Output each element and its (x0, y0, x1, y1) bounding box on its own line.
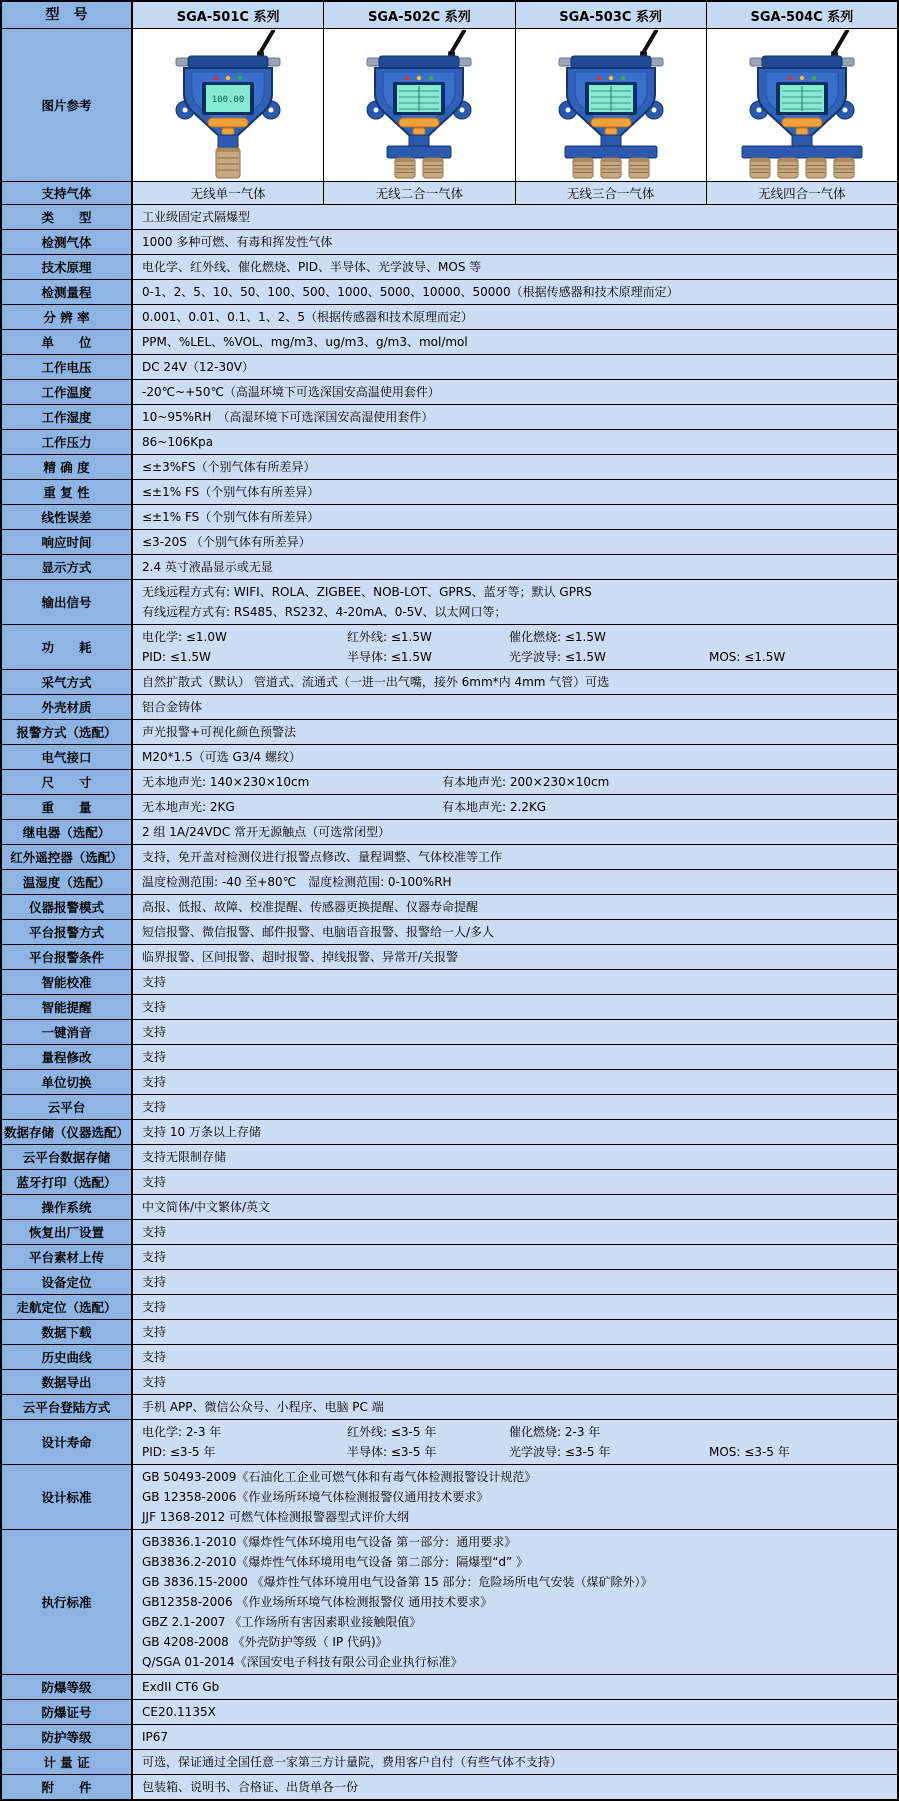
spec-row (2, 205, 897, 230)
spec-value-segment: 有本地声光: 200×230×10cm (442, 775, 610, 789)
spec-label: 显示方式 (2, 555, 133, 579)
spec-value (133, 745, 897, 769)
spec-value-line: 支持 (142, 1100, 167, 1114)
spec-value-line: 临界报警、区间报警、超时报警、掉线报警、异常开/关报警 (142, 950, 459, 964)
spec-value (133, 405, 897, 429)
spec-value-segment: 半导体: ≤1.5W (347, 650, 432, 664)
spec-label: 设计标准 (2, 1465, 133, 1529)
spec-value (133, 430, 897, 454)
spec-value-line: 支持 (142, 1225, 167, 1239)
spec-label: 工作湿度 (2, 405, 133, 429)
spec-value (133, 1530, 897, 1674)
spec-value-line: Q/SGA 01-2014《深国安电子科技有限公司企业执行标准》 (142, 1655, 463, 1669)
spec-value (133, 1420, 897, 1464)
spec-label: 云平台登陆方式 (2, 1395, 133, 1419)
spec-value-line: 2.4 英寸液晶显示或无显 (142, 560, 273, 574)
spec-value (133, 355, 897, 379)
spec-value-line: JJF 1368-2012 可燃气体检测报警器型式评价大纲 (142, 1510, 410, 1524)
spec-value-line: 0.001、0.01、0.1、1、2、5（根据传感器和技术原理而定） (142, 310, 474, 324)
spec-value-line: 支持 (142, 1350, 167, 1364)
spec-row (2, 1700, 897, 1725)
spec-value (133, 820, 897, 844)
spec-value-line: 支持 (142, 1075, 167, 1089)
spec-label: 数据存储（仪器选配） (2, 1120, 133, 1144)
spec-label: 响应时间 (2, 530, 133, 554)
spec-value-line: GB12358-2006 《作业场所环境气体检测报警仪 通用技术要求》 (142, 1595, 493, 1609)
image-row (2, 29, 897, 182)
spec-label: 仪器报警模式 (2, 895, 133, 919)
spec-value (133, 1345, 897, 1369)
spec-value-segment: 催化燃烧: 2-3 年 (509, 1425, 601, 1439)
spec-row (2, 1295, 897, 1320)
spec-row (2, 280, 897, 305)
spec-row (2, 1420, 897, 1465)
spec-value (133, 895, 897, 919)
spec-value-line: 支持 (142, 1000, 167, 1014)
spec-label: 防爆证号 (2, 1700, 133, 1724)
spec-row (2, 355, 897, 380)
spec-row (2, 505, 897, 530)
spec-value (133, 230, 897, 254)
spec-row (2, 330, 897, 355)
spec-value-line (142, 772, 893, 792)
spec-row (2, 255, 897, 280)
spec-row (2, 305, 897, 330)
spec-value-line: 高报、低报、故障、校准提醒、传感器更换提醒、仪器寿命提醒 (142, 900, 479, 914)
spec-label: 报警方式（选配） (2, 720, 133, 744)
spec-value-line: 86~106Kpa (142, 435, 214, 449)
header-row (2, 2, 897, 29)
spec-label: 云平台 (2, 1095, 133, 1119)
product-image-sga-504c (707, 29, 897, 181)
gas-row (2, 182, 897, 205)
spec-value-line: 支持 (142, 1175, 167, 1189)
spec-label: 电气接口 (2, 745, 133, 769)
spec-value (133, 1170, 897, 1194)
spec-value-line: 声光报警+可视化颜色预警法 (142, 725, 297, 739)
spec-value-line (142, 797, 893, 817)
spec-label: 继电器（选配） (2, 820, 133, 844)
spec-row (2, 695, 897, 720)
spec-label: 平台素材上传 (2, 1245, 133, 1269)
spec-value (133, 555, 897, 579)
product-image-sga-502c (324, 29, 515, 181)
spec-value-segment: PID: ≤3-5 年 (142, 1445, 216, 1459)
spec-label: 重 量 (2, 795, 133, 819)
gas-detector-illustration (536, 30, 686, 180)
spec-row (2, 480, 897, 505)
spec-row (2, 230, 897, 255)
spec-value (133, 530, 897, 554)
spec-row (2, 1675, 897, 1700)
spec-value-segment: 电化学: 2-3 年 (142, 1425, 222, 1439)
spec-label: 工作压力 (2, 430, 133, 454)
spec-row (2, 795, 897, 820)
spec-value-segment: 电化学: ≤1.0W (142, 630, 227, 644)
spec-label: 工作温度 (2, 380, 133, 404)
spec-value (133, 380, 897, 404)
spec-value-line: 铝合金铸体 (142, 700, 203, 714)
spec-value-segment: 红外线: ≤3-5 年 (347, 1425, 437, 1439)
spec-value (133, 845, 897, 869)
spec-value-line: 0-1、2、5、10、50、100、500、1000、5000、10000、50000（根据传感器和技术原理而定） (142, 285, 679, 299)
spec-value (133, 670, 897, 694)
spec-row (2, 920, 897, 945)
product-image-sga-501c (133, 29, 324, 181)
spec-value-line: 支持 (142, 1300, 167, 1314)
spec-label: 设备定位 (2, 1270, 133, 1294)
spec-value-line: 支持 10 万条以上存储 (142, 1125, 261, 1139)
spec-value (133, 580, 897, 624)
spec-row (2, 1320, 897, 1345)
spec-value-line: 支持 (142, 1325, 167, 1339)
spec-value (133, 1465, 897, 1529)
spec-value-line: -20℃~+50℃（高温环境下可选深国安高温使用套件） (142, 385, 440, 399)
spec-row (2, 1020, 897, 1045)
spec-label: 功 耗 (2, 625, 133, 669)
spec-row (2, 580, 897, 625)
spec-value (133, 1245, 897, 1269)
spec-value (133, 720, 897, 744)
spec-value-line: ExdII CT6 Gb (142, 1680, 220, 1694)
spec-label: 附 件 (2, 1775, 133, 1799)
spec-value (133, 1220, 897, 1244)
spec-label: 防护等级 (2, 1725, 133, 1749)
spec-label: 设计寿命 (2, 1420, 133, 1464)
spec-label: 红外遥控器（选配） (2, 845, 133, 869)
spec-value-line: ≤3-20S （个别气体有所差异） (142, 535, 311, 549)
spec-label: 走航定位（选配） (2, 1295, 133, 1319)
spec-label: 采气方式 (2, 670, 133, 694)
spec-label: 单位切换 (2, 1070, 133, 1094)
spec-value-segment: 无本地声光: 2KG (142, 800, 235, 814)
spec-label: 云平台数据存储 (2, 1145, 133, 1169)
spec-value-line: 支持 (142, 1250, 167, 1264)
spec-row (2, 1195, 897, 1220)
spec-value (133, 1725, 897, 1749)
spec-value (133, 305, 897, 329)
spec-value-segment: 有本地声光: 2.2KG (442, 800, 547, 814)
spec-value-line (142, 647, 893, 667)
spec-row (2, 1145, 897, 1170)
spec-value-line: 支持 (142, 975, 167, 989)
spec-value (133, 1700, 897, 1724)
spec-value (133, 455, 897, 479)
spec-label: 平台报警条件 (2, 945, 133, 969)
spec-value (133, 480, 897, 504)
spec-value-line: 短信报警、微信报警、邮件报警、电脑语音报警、报警给一人/多人 (142, 925, 495, 939)
series-header: SGA-502C 系列 (324, 2, 515, 28)
spec-value-segment: PID: ≤1.5W (142, 650, 211, 664)
spec-label: 数据下载 (2, 1320, 133, 1344)
spec-value-line: ≤±1% FS（个别气体有所差异） (142, 485, 320, 499)
spec-value-segment: 红外线: ≤1.5W (347, 630, 432, 644)
gas-value: 无线四合一气体 (707, 182, 897, 204)
spec-label: 线性误差 (2, 505, 133, 529)
spec-row (2, 1370, 897, 1395)
spec-value (133, 280, 897, 304)
spec-value-line: GB 50493-2009《石油化工企业可燃气体和有毒气体检测报警设计规范》 (142, 1470, 537, 1484)
spec-label: 量程修改 (2, 1045, 133, 1069)
spec-row (2, 1095, 897, 1120)
spec-row (2, 970, 897, 995)
spec-label: 历史曲线 (2, 1345, 133, 1369)
product-image-sga-503c (516, 29, 707, 181)
spec-value-line: M20*1.5（可选 G3/4 螺纹） (142, 750, 301, 764)
spec-value-line: 手机 APP、微信公众号、小程序、电脑 PC 端 (142, 1400, 384, 1414)
spec-value-segment: 无本地声光: 140×230×10cm (142, 775, 310, 789)
gas-detector-illustration (153, 30, 303, 180)
spec-value-line: 支持 (142, 1050, 167, 1064)
spec-value (133, 1295, 897, 1319)
spec-value (133, 330, 897, 354)
spec-row (2, 1395, 897, 1420)
spec-row (2, 670, 897, 695)
spec-row (2, 995, 897, 1020)
spec-value-line: 2 组 1A/24VDC 常开无源触点（可选常闭型） (142, 825, 391, 839)
spec-value-line: 支持 (142, 1025, 167, 1039)
spec-value (133, 1120, 897, 1144)
spec-value-line: GBZ 2.1-2007 《工作场所有害因素职业接触限值》 (142, 1615, 422, 1629)
spec-value (133, 1270, 897, 1294)
spec-label: 精 确 度 (2, 455, 133, 479)
spec-value-segment: 光学波导: ≤3-5 年 (509, 1445, 611, 1459)
spec-value-line: DC 24V（12-30V） (142, 360, 254, 374)
spec-label: 重 复 性 (2, 480, 133, 504)
spec-value (133, 1045, 897, 1069)
series-header: SGA-503C 系列 (516, 2, 707, 28)
spec-label: 技术原理 (2, 255, 133, 279)
spec-label: 外壳材质 (2, 695, 133, 719)
spec-label: 输出信号 (2, 580, 133, 624)
spec-label: 分 辨 率 (2, 305, 133, 329)
gas-detector-illustration (727, 30, 877, 180)
gas-row-label: 支持气体 (2, 182, 133, 204)
spec-row (2, 405, 897, 430)
spec-value (133, 255, 897, 279)
spec-label: 防爆等级 (2, 1675, 133, 1699)
spec-row (2, 1245, 897, 1270)
spec-value-line: GB 4208-2008 《外壳防护等级（ IP 代码)》 (142, 1635, 388, 1649)
spec-label: 尺 寸 (2, 770, 133, 794)
spec-value (133, 920, 897, 944)
image-row-label: 图片参考 (2, 29, 133, 181)
gas-values (133, 182, 897, 204)
spec-value (133, 970, 897, 994)
spec-label: 类 型 (2, 205, 133, 229)
spec-value-segment: 光学波导: ≤1.5W (509, 650, 606, 664)
product-images (133, 29, 897, 181)
spec-row (2, 1170, 897, 1195)
spec-label: 一键消音 (2, 1020, 133, 1044)
spec-value (133, 1370, 897, 1394)
gas-value: 无线二合一气体 (324, 182, 515, 204)
spec-value (133, 1675, 897, 1699)
spec-value-line: GB 3836.15-2000 《爆炸性气体环境用电气设备第 15 部分：危险场所电气安装（煤矿除外）》 (142, 1575, 653, 1589)
spec-value-segment: MOS: ≤3-5 年 (709, 1445, 790, 1459)
spec-value (133, 1775, 897, 1799)
spec-value (133, 1145, 897, 1169)
spec-label: 智能校准 (2, 970, 133, 994)
series-header: SGA-504C 系列 (707, 2, 897, 28)
spec-row (2, 1220, 897, 1245)
spec-label: 平台报警方式 (2, 920, 133, 944)
spec-row (2, 820, 897, 845)
spec-value-line (142, 627, 893, 647)
spec-row (2, 945, 897, 970)
model-header-label: 型 号 (2, 2, 133, 28)
spec-label: 检测量程 (2, 280, 133, 304)
spec-row (2, 380, 897, 405)
spec-row (2, 745, 897, 770)
spec-value-line: 无线远程方式有: WIFI、ROLA、ZIGBEE、NOB-LOT、GPRS、蓝牙等；默认 GPRS (142, 585, 592, 599)
spec-value (133, 1095, 897, 1119)
spec-row (2, 430, 897, 455)
spec-value (133, 695, 897, 719)
spec-value-line: 自然扩散式（默认） 管道式、流通式（一进一出气嘴，接外 6mm*内 4mm 气管）可选 (142, 675, 610, 689)
spec-value-line (142, 1442, 893, 1462)
spec-label: 单 位 (2, 330, 133, 354)
spec-row (2, 1120, 897, 1145)
spec-row (2, 530, 897, 555)
spec-value-line: GB 12358-2006《作业场所环境气体检测报警仪通用技术要求》 (142, 1490, 489, 1504)
spec-row (2, 1775, 897, 1799)
spec-value (133, 505, 897, 529)
spec-row (2, 720, 897, 745)
spec-value-segment: MOS: ≤1.5W (709, 650, 786, 664)
spec-label: 检测气体 (2, 230, 133, 254)
spec-value (133, 1195, 897, 1219)
spec-value-line: PPM、%LEL、%VOL、mg/m3、ug/m3、g/m3、mol/mol (142, 335, 468, 349)
spec-row (2, 1750, 897, 1775)
spec-row (2, 1725, 897, 1750)
spec-value-line: 10~95%RH （高湿环境下可选深国安高湿使用套件） (142, 410, 434, 424)
spec-value-line: 支持 (142, 1275, 167, 1289)
spec-value-line: 1000 多种可燃、有毒和挥发性气体 (142, 235, 333, 249)
spec-value (133, 770, 897, 794)
spec-value-line: 电化学、红外线、催化燃烧、PID、半导体、光学波导、MOS 等 (142, 260, 482, 274)
spec-label: 数据导出 (2, 1370, 133, 1394)
spec-value-line: CE20.1135X (142, 1705, 216, 1719)
spec-value-line: GB3836.2-2010《爆炸性气体环境用电气设备 第二部分：隔爆型“d” 》 (142, 1555, 529, 1569)
spec-label: 恢复出厂设置 (2, 1220, 133, 1244)
spec-value (133, 995, 897, 1019)
series-headers (133, 2, 897, 28)
spec-value (133, 1070, 897, 1094)
spec-value-line: 支持无限制存储 (142, 1150, 227, 1164)
gas-value: 无线三合一气体 (516, 182, 707, 204)
spec-row (2, 1345, 897, 1370)
spec-label: 计 量 证 (2, 1750, 133, 1774)
spec-label: 蓝牙打印（选配） (2, 1170, 133, 1194)
spec-value-line: IP67 (142, 1730, 169, 1744)
spec-row (2, 895, 897, 920)
svg-text:100.00: 100.00 (211, 95, 245, 105)
spec-value-line: 可选，保证通过全国任意一家第三方计量院，费用客户自付（有些气体不支持） (142, 1755, 563, 1769)
spec-value-segment: 催化燃烧: ≤1.5W (509, 630, 606, 644)
spec-row (2, 845, 897, 870)
spec-value (133, 945, 897, 969)
spec-row (2, 455, 897, 480)
spec-value-line: 工业级固定式隔爆型 (142, 210, 251, 224)
spec-label: 操作系统 (2, 1195, 133, 1219)
spec-value-line: 支持，免开盖对检测仪进行报警点修改、量程调整、气体校准等工作 (142, 850, 503, 864)
spec-value (133, 1395, 897, 1419)
spec-value-line: 温度检测范围: -40 至+80℃ 湿度检测范围: 0-100%RH (142, 875, 452, 889)
spec-label: 工作电压 (2, 355, 133, 379)
spec-value-line: ≤±3%FS（个别气体有所差异） (142, 460, 316, 474)
spec-value (133, 1320, 897, 1344)
spec-value-line: 有线远程方式有: RS485、RS232、4-20mA、0-5V、以太网口等； (142, 605, 507, 619)
spec-rows (2, 205, 897, 1799)
spec-row (2, 1070, 897, 1095)
spec-row (2, 1045, 897, 1070)
spec-row (2, 1270, 897, 1295)
spec-value-line: 中文简体/中文繁体/英文 (142, 1200, 271, 1214)
gas-detector-illustration (344, 30, 494, 180)
spec-value (133, 205, 897, 229)
spec-row (2, 1465, 897, 1530)
spec-value-segment: 半导体: ≤3-5 年 (347, 1445, 437, 1459)
spec-value-line: ≤±1% FS（个别气体有所差异） (142, 510, 320, 524)
spec-value-line: 包装箱、说明书、合格证、出货单各一份 (142, 1780, 359, 1794)
spec-label: 执行标准 (2, 1530, 133, 1674)
spec-row (2, 625, 897, 670)
spec-value-line: 支持 (142, 1375, 167, 1389)
spec-label: 温湿度（选配） (2, 870, 133, 894)
spec-row (2, 770, 897, 795)
spec-row (2, 1530, 897, 1675)
gas-value: 无线单一气体 (133, 182, 324, 204)
series-header: SGA-501C 系列 (133, 2, 324, 28)
spec-row (2, 870, 897, 895)
spec-value (133, 1020, 897, 1044)
spec-value (133, 870, 897, 894)
spec-label: 智能提醒 (2, 995, 133, 1019)
spec-value (133, 1750, 897, 1774)
spec-row (2, 555, 897, 580)
spec-value (133, 795, 897, 819)
spec-value-line (142, 1422, 893, 1442)
spec-value (133, 625, 897, 669)
spec-value-line: GB3836.1-2010《爆炸性气体环境用电气设备 第一部分：通用要求》 (142, 1535, 517, 1549)
